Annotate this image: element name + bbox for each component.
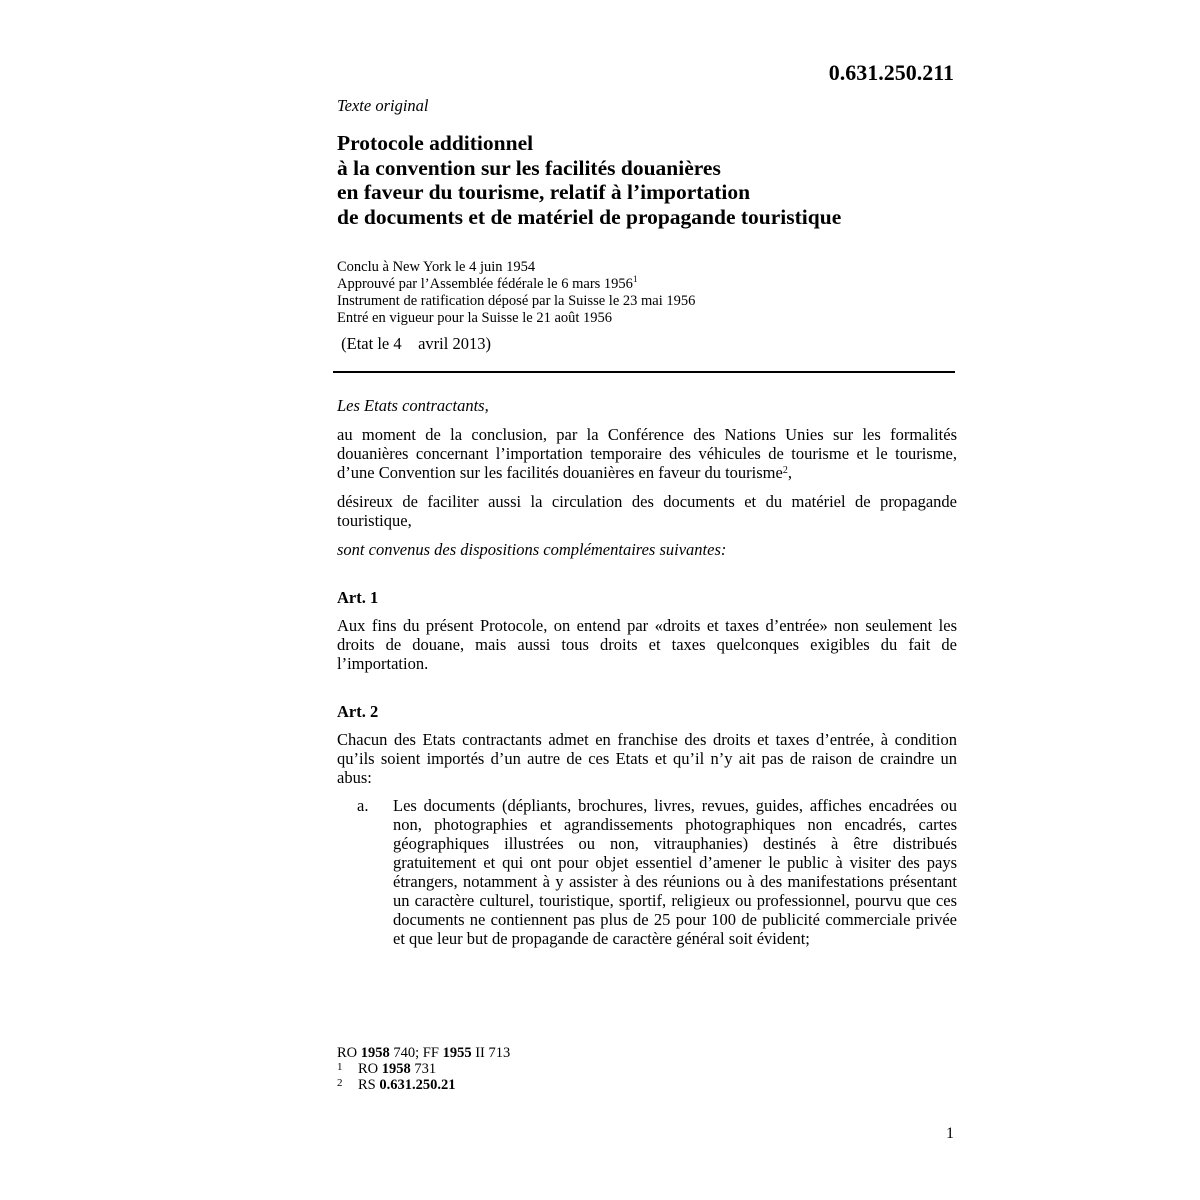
in-force-date: Entré en vigueur pour la Suisse le 21 août 1956 (337, 310, 613, 326)
ref-number: 0.631.250.21 (379, 1077, 456, 1093)
article-body: Aux fins du présent Protocole, on entend par «droits et taxes d’entrée» non seulement les droits de douane, mais aussi tous droits et taxes quelconques exigibles du fait de l’importation. (337, 616, 957, 673)
title-line: en faveur du tourisme, relatif à l’importation (337, 180, 751, 204)
title-line: à la convention sur les facilités douanières (337, 155, 721, 180)
sr-number: 0.631.250.211 (828, 60, 954, 85)
approved-date (337, 276, 957, 293)
ref-page: 731 (410, 1061, 437, 1077)
footnote (337, 1061, 957, 1077)
article-heading: Art. 1 (337, 588, 379, 607)
title-line: de documents et de matériel de propagande touristique (337, 204, 842, 229)
ref-page: 740; FF (389, 1045, 443, 1061)
ratification-date: Instrument de ratification déposé par la Suisse le 23 mai 1956 (337, 293, 696, 309)
list-marker: a. (357, 796, 369, 815)
document-title (337, 131, 957, 229)
ref-prefix: RS (358, 1077, 380, 1093)
ref-year: 1955 (442, 1045, 472, 1061)
preamble-paragraph (337, 425, 957, 482)
treaty-metadata (337, 259, 957, 327)
concluded-date: Conclu à New York le 4 juin 1954 (337, 259, 536, 275)
preamble-text: au moment de la conclusion, par la Conférence des Nations Unies sur les formalités douanières concernant l’importation temporaire des véhicules de tourisme et le tourisme, d’une Convention sur les facilités douanières en faveur du tourisme (337, 425, 957, 482)
original-text-label: Texte original (337, 96, 429, 115)
ref-prefix: RO (337, 1045, 361, 1061)
ref-year: 1958 (381, 1061, 411, 1077)
source-reference (337, 1045, 957, 1061)
preamble-paragraph: désireux de faciliter aussi la circulation des documents et du matériel de propagande touristique, (337, 492, 957, 530)
ref-prefix: RO (358, 1061, 382, 1077)
list-item-text: Les documents (dépliants, brochures, livres, revues, guides, affiches encadrées ou non, photographies et agrandissements photographiques non encadrés, cartes géographiques illustrées ou non, vitrauphanies) destinés à être distribués gratuitement et qui ont pour objet essentiel d’amener le public à visiter des pays étrangers, notamment à y assister à des réunions ou à des manifestations présentant un caractère culturel, touristique, sportif, religieux ou professionnel, pourvu que ces documents ne contiennent pas plus de 25 pour 100 de publicité commerciale privée et que leur but de propagande de caractère général soit évident; (393, 796, 957, 948)
preamble-punct: , (787, 463, 792, 482)
footnote-ref[interactable]: 2 (782, 465, 788, 476)
footnote-text (358, 1077, 456, 1093)
section-divider (333, 371, 955, 373)
state-date: (Etat le 4 avril 2013) (337, 334, 491, 353)
footnote (337, 1077, 957, 1093)
footnote-number: 2 (337, 1077, 343, 1089)
ref-page: II 713 (471, 1045, 511, 1061)
document-body (337, 96, 957, 948)
ref-year: 1958 (360, 1045, 390, 1061)
footnotes (337, 1045, 957, 1093)
list-item (337, 796, 957, 948)
preamble-intro: Les Etats contractants, (337, 396, 489, 415)
page-number: 1 (946, 1125, 954, 1142)
approved-text: Approuvé par l’Assemblée fédérale le 6 mars 1956 (337, 276, 633, 292)
footnote-text (358, 1061, 436, 1077)
article-heading: Art. 2 (337, 702, 379, 721)
footnote-ref[interactable]: 1 (632, 274, 638, 284)
footnote-number: 1 (337, 1061, 343, 1073)
preamble-closing: sont convenus des dispositions complémentaires suivantes: (337, 540, 727, 559)
article-body: Chacun des Etats contractants admet en franchise des droits et taxes d’entrée, à condition qu’ils soient importés d’un autre de ces Etats et qu’il n’y ait pas de raison de craindre un abus: (337, 730, 957, 787)
title-line: Protocole additionnel (337, 131, 534, 155)
